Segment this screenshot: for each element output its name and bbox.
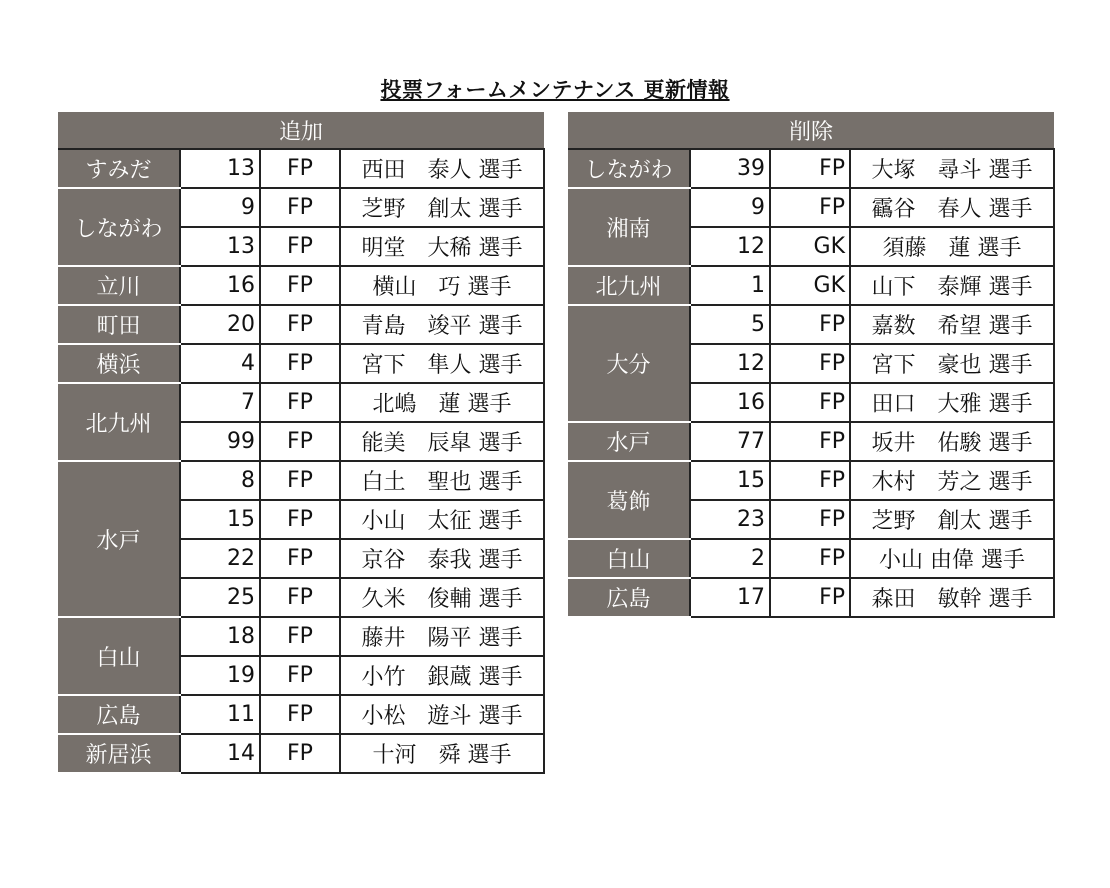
position-cell: FP: [770, 383, 850, 422]
number-cell: 4: [180, 344, 260, 383]
team-cell: 葛飾: [568, 461, 690, 539]
team-cell: 湘南: [568, 188, 690, 266]
position-cell: FP: [260, 149, 340, 188]
player-name-cell: 明堂 大稀 選手: [340, 227, 544, 266]
team-cell: 北九州: [568, 266, 690, 305]
player-name-cell: 山下 泰輝 選手: [850, 266, 1054, 305]
number-cell: 13: [180, 149, 260, 188]
number-cell: 15: [690, 461, 770, 500]
player-name-cell: 大塚 尋斗 選手: [850, 149, 1054, 188]
position-cell: FP: [260, 578, 340, 617]
position-cell: GK: [770, 227, 850, 266]
team-cell: しながわ: [568, 149, 690, 188]
number-cell: 1: [690, 266, 770, 305]
number-cell: 19: [180, 656, 260, 695]
number-cell: 9: [690, 188, 770, 227]
team-cell: しながわ: [58, 188, 180, 266]
number-cell: 5: [690, 305, 770, 344]
position-cell: FP: [770, 461, 850, 500]
table-row: [568, 149, 1054, 188]
player-name-cell: 小竹 銀蔵 選手: [340, 656, 544, 695]
player-name-cell: 西田 泰人 選手: [340, 149, 544, 188]
number-cell: 11: [180, 695, 260, 734]
player-name-cell: 横山 巧 選手: [340, 266, 544, 305]
additions-header: 追加: [58, 112, 544, 149]
position-cell: FP: [770, 149, 850, 188]
number-cell: 7: [180, 383, 260, 422]
table-row: [568, 305, 1054, 344]
team-cell: 広島: [58, 695, 180, 734]
table-row: [568, 422, 1054, 461]
team-cell: 横浜: [58, 344, 180, 383]
number-cell: 20: [180, 305, 260, 344]
position-cell: FP: [260, 539, 340, 578]
table-row: [58, 461, 544, 500]
player-name-cell: 靍谷 春人 選手: [850, 188, 1054, 227]
position-cell: FP: [260, 656, 340, 695]
position-cell: FP: [260, 500, 340, 539]
player-name-cell: 坂井 佑駿 選手: [850, 422, 1054, 461]
position-cell: FP: [770, 344, 850, 383]
position-cell: FP: [260, 266, 340, 305]
position-cell: FP: [260, 422, 340, 461]
number-cell: 25: [180, 578, 260, 617]
player-name-cell: 田口 大雅 選手: [850, 383, 1054, 422]
position-cell: FP: [260, 734, 340, 773]
player-name-cell: 北嶋 蓮 選手: [340, 383, 544, 422]
position-cell: FP: [770, 188, 850, 227]
player-name-cell: 能美 辰皐 選手: [340, 422, 544, 461]
removals-body: [568, 149, 1054, 617]
number-cell: 23: [690, 500, 770, 539]
player-name-cell: 小山 太征 選手: [340, 500, 544, 539]
player-name-cell: 芝野 創太 選手: [850, 500, 1054, 539]
team-cell: 新居浜: [58, 734, 180, 773]
team-cell: 大分: [568, 305, 690, 422]
table-row: [58, 188, 544, 227]
player-name-cell: 小松 遊斗 選手: [340, 695, 544, 734]
number-cell: 18: [180, 617, 260, 656]
table-row: [568, 578, 1054, 617]
number-cell: 39: [690, 149, 770, 188]
table-row: [58, 734, 544, 773]
table-row: [58, 266, 544, 305]
table-row: [568, 188, 1054, 227]
position-cell: FP: [260, 617, 340, 656]
additions-body: [58, 149, 544, 773]
table-row: [58, 383, 544, 422]
player-name-cell: 木村 芳之 選手: [850, 461, 1054, 500]
additions-table: [58, 112, 545, 774]
position-cell: FP: [260, 695, 340, 734]
number-cell: 9: [180, 188, 260, 227]
team-cell: 白山: [568, 539, 690, 578]
number-cell: 2: [690, 539, 770, 578]
player-name-cell: 白土 聖也 選手: [340, 461, 544, 500]
team-cell: 水戸: [58, 461, 180, 617]
number-cell: 77: [690, 422, 770, 461]
team-cell: 広島: [568, 578, 690, 617]
number-cell: 22: [180, 539, 260, 578]
position-cell: FP: [260, 305, 340, 344]
removals-header: 削除: [568, 112, 1054, 149]
position-cell: GK: [770, 266, 850, 305]
position-cell: FP: [260, 188, 340, 227]
player-name-cell: 青島 竣平 選手: [340, 305, 544, 344]
number-cell: 99: [180, 422, 260, 461]
player-name-cell: 十河 舜 選手: [340, 734, 544, 773]
player-name-cell: 宮下 豪也 選手: [850, 344, 1054, 383]
position-cell: FP: [260, 344, 340, 383]
table-row: [58, 149, 544, 188]
position-cell: FP: [770, 305, 850, 344]
page-title: 投票フォームメンテナンス 更新情報: [380, 78, 730, 102]
player-name-cell: 久米 俊輔 選手: [340, 578, 544, 617]
table-row: [58, 695, 544, 734]
table-row: [568, 539, 1054, 578]
position-cell: FP: [770, 422, 850, 461]
player-name-cell: 宮下 隼人 選手: [340, 344, 544, 383]
player-name-cell: 小山 由偉 選手: [850, 539, 1054, 578]
number-cell: 13: [180, 227, 260, 266]
player-name-cell: 藤井 陽平 選手: [340, 617, 544, 656]
position-cell: FP: [770, 578, 850, 617]
table-row: [58, 305, 544, 344]
team-cell: 立川: [58, 266, 180, 305]
team-cell: 町田: [58, 305, 180, 344]
player-name-cell: 須藤 蓮 選手: [850, 227, 1054, 266]
position-cell: FP: [260, 227, 340, 266]
table-row: [568, 266, 1054, 305]
player-name-cell: 芝野 創太 選手: [340, 188, 544, 227]
player-name-cell: 京谷 泰我 選手: [340, 539, 544, 578]
number-cell: 15: [180, 500, 260, 539]
player-name-cell: 嘉数 希望 選手: [850, 305, 1054, 344]
table-row: [58, 617, 544, 656]
position-cell: FP: [770, 539, 850, 578]
position-cell: FP: [260, 383, 340, 422]
table-row: [568, 461, 1054, 500]
number-cell: 16: [690, 383, 770, 422]
player-name-cell: 森田 敏幹 選手: [850, 578, 1054, 617]
removals-table: [568, 112, 1055, 618]
number-cell: 12: [690, 227, 770, 266]
number-cell: 14: [180, 734, 260, 773]
team-cell: すみだ: [58, 149, 180, 188]
position-cell: FP: [260, 461, 340, 500]
number-cell: 16: [180, 266, 260, 305]
table-row: [58, 344, 544, 383]
number-cell: 17: [690, 578, 770, 617]
number-cell: 8: [180, 461, 260, 500]
team-cell: 北九州: [58, 383, 180, 461]
position-cell: FP: [770, 500, 850, 539]
team-cell: 水戸: [568, 422, 690, 461]
number-cell: 12: [690, 344, 770, 383]
team-cell: 白山: [58, 617, 180, 695]
